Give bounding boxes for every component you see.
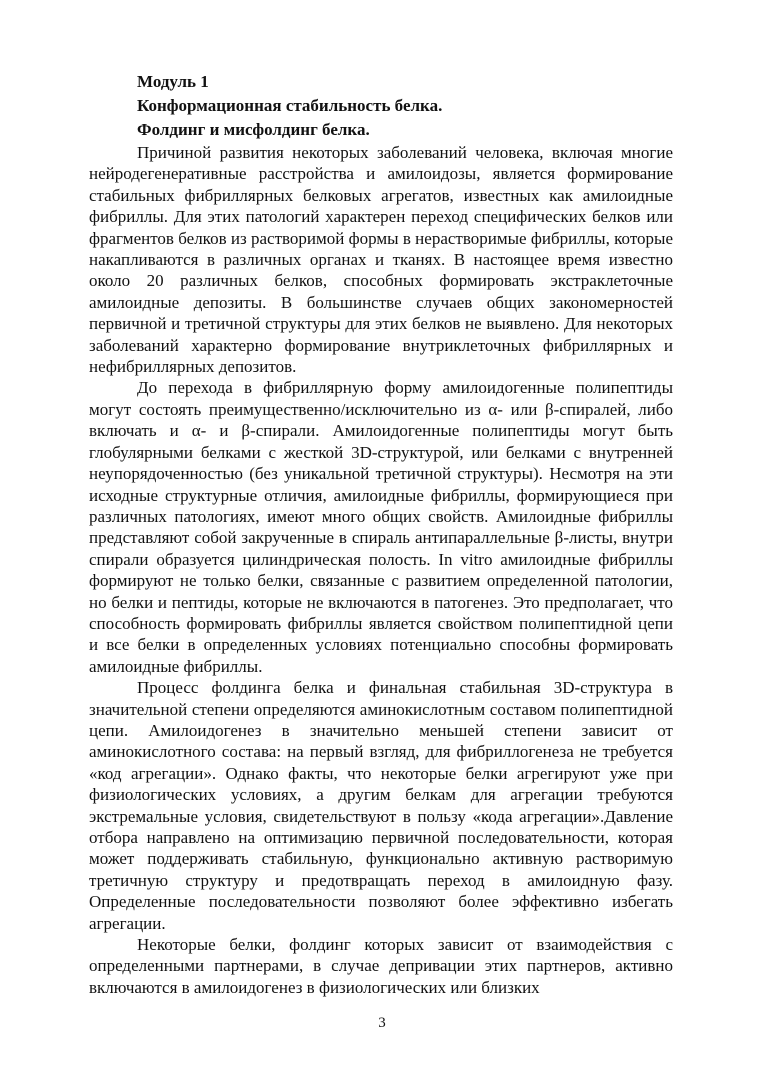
title-line-1: Конформационная стабильность белка. [137,96,443,115]
paragraph-2: До перехода в фибриллярную форму амилоидогенные полипептиды могут состоять преимущественно/исключительно из α- или β-спиралей, либо включать и α- и β-спирали. Амилоидогенные полипептиды могут быть глобулярными белками с жесткой 3D-структурой, или белками с внутренней неупорядоченностью (без уникальной третичной структуры). Несмотря на эти исходные структурные отличия, амилоидные фибриллы, формирующиеся при различных патологиях, имеют много общих свойств. Амилоидные фибриллы представляют собой закрученные в спираль антипараллельные β-листы, внутри спирали образуется цилиндрическая полость. In vitro амилоидные фибриллы формируют не только белки, связанные с развитием определенной патологии, но белки и пептиды, которые не включаются в патогенез. Это предполагает, что способность формировать фибриллы является свойством полипептидной цепи и все белки в определенных условиях потенциально способны формировать амилоидные фибриллы. [89,378,673,676]
paragraph-1: Причиной развития некоторых заболеваний человека, включая многие нейродегенеративные расстройства и амилоидозы, является формирование стабильных фибриллярных белковых агрегатов, известных как амилоидные фибриллы. Для этих патологий характерен переход специфических белков или фрагментов белков из растворимой формы в нерастворимые фибриллы, которые накапливаются в различных органах и тканях. В настоящее время известно около 20 различных белков, способных формировать экстраклеточные амилоидные депозиты. В большинстве случаев общих закономерностей первичной и третичной структуры для этих белков не выявлено. Для некоторых заболеваний характерно формирование внутриклеточных фибриллярных и нефибриллярных депозитов. [89,143,673,377]
paragraph-4: Некоторые белки, фолдинг которых зависит от взаимодействия с определенными партнерами, в случае депривации этих партнеров, активно включаются в амилоидогенез в физиологических или близких [89,935,673,997]
document-page [89,70,673,998]
document-heading [89,70,673,142]
page-number: 3 [378,1015,386,1031]
module-label: Модуль 1 [137,72,209,91]
document-body [89,142,673,998]
paragraph-3: Процесс фолдинга белка и финальная стабильная 3D-структура в значительной степени определяются аминокислотным составом полипептидной цепи. Амилоидогенез в значительно меньшей степени зависит от аминокислотного состава: на первый взгляд, для фибриллогенеза не требуется «код агрегации». Однако факты, что некоторые белки агрегируют уже при физиологических условиях, а другим белкам для агрегации требуются экстремальные условия, свидетельствуют в пользу «кода агрегации».Давление отбора направлено на оптимизацию первичной последовательности, которая может поддерживать стабильную, функционально активную растворимую третичную структуру и предотвращать переход в амилоидную фазу. Определенные последовательности позволяют более эффективно избегать агрегации. [89,678,673,933]
title-line-2: Фолдинг и мисфолдинг белка. [137,120,370,139]
